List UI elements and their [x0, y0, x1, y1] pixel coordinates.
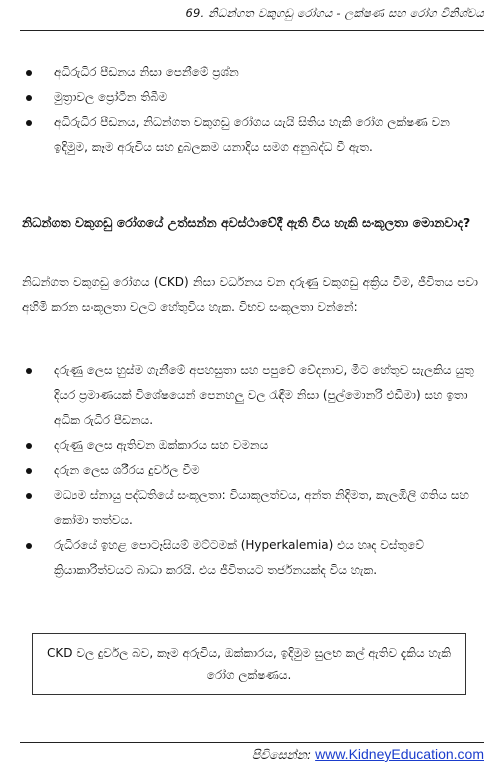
list-item: මධ්‍යම ස්නායු පද්ධතියේ සංකූලතා: වියාකූලත්වය, අන්ත නිදිමත, කැලඹිලි ගතිය සහ කෝමා තත්වය.	[22, 483, 478, 533]
note-box	[32, 633, 466, 695]
page-header: 69. නිධන්ගත වකුගඩු රෝගය - ලක්ෂණ සහ රෝග විනිශ්චය	[185, 6, 484, 20]
footer-label: පිවිසෙන්න:	[251, 747, 316, 762]
list-item: දරුණු ලෙස හුස්ම ගැනීමේ අපහසුතා සහ පපුවේ වේදනාව, මීට හේතුව සැලකිය යුතු දියර ප්‍රමාණයක් විශේෂයෙන් පෙනහලු වල රැඳීම නිසා (පුල්මොනරි එඩීමා) සහ ඉතා අධික රුධිර පීඩනය.	[22, 358, 478, 433]
list-item: අධිරුධිර පීඩනය, නිධන්ගත වකුගඩු රෝගය යැයි සිතිය හැකි රෝග ලක්ෂණ වන ඉදිමුම, කෑම අරුචිය සහ දුබලකම යනාදිය සමග අනුබද්ධ වී ඇත.	[22, 110, 478, 160]
complications-list	[22, 358, 478, 583]
list-item: අධිරුධිර පීඩනය නිසා පෙනීමේ ප්‍රශ්න	[22, 60, 478, 85]
note-text: CKD වල දුර්වල බව, කෑම අරුචිය, ඔක්කාරය, ඉදිමුම සුලභ කල් ඇතිව දැකිය හැකි රෝග ලක්ෂණය.	[47, 646, 451, 682]
list-item: දරුන ලෙස ශරීරය දුර්වල වීම	[22, 458, 478, 483]
list-item: රුධිරයේ ඉහළ පොටෑසියම් මට්ටමක් (Hyperkalemia) එය හෘද වස්තුවේ ක්‍රියාකාරිත්වයට බාධා කරයි. එය ජීවිතයට තර්ජනයක්ද විය හැක.	[22, 533, 478, 583]
header-divider	[20, 30, 484, 31]
footer	[252, 746, 484, 763]
list-item: මුත්‍රාවල ප්‍රෝටීන තිබීම	[22, 85, 478, 110]
list-item: දරුණු ලෙස ඇතිවන ඔක්කාරය සහ වමනය	[22, 433, 478, 458]
section-heading: නිධන්ගත වකුගඩු රෝගයේ උත්සන්න අවස්ථාවේදී ඇති විය හැකි සංකූලතා මොනවාද?	[22, 215, 471, 230]
footer-divider	[20, 742, 484, 743]
symptoms-list	[22, 60, 478, 160]
website-link[interactable]: www.KidneyEducation.com	[315, 746, 484, 762]
section-paragraph: නිධන්ගත වකුගඩු රෝගය (CKD) නිසා වර්ධනය වන දරුණු වකුගඩු අක්‍රිය වීම, ජීවිතය පවා අහිමි කරන සංකූලතා වලට හේතුවිය හැක. විභව සංකූලතා වන්නේ:	[22, 275, 478, 314]
